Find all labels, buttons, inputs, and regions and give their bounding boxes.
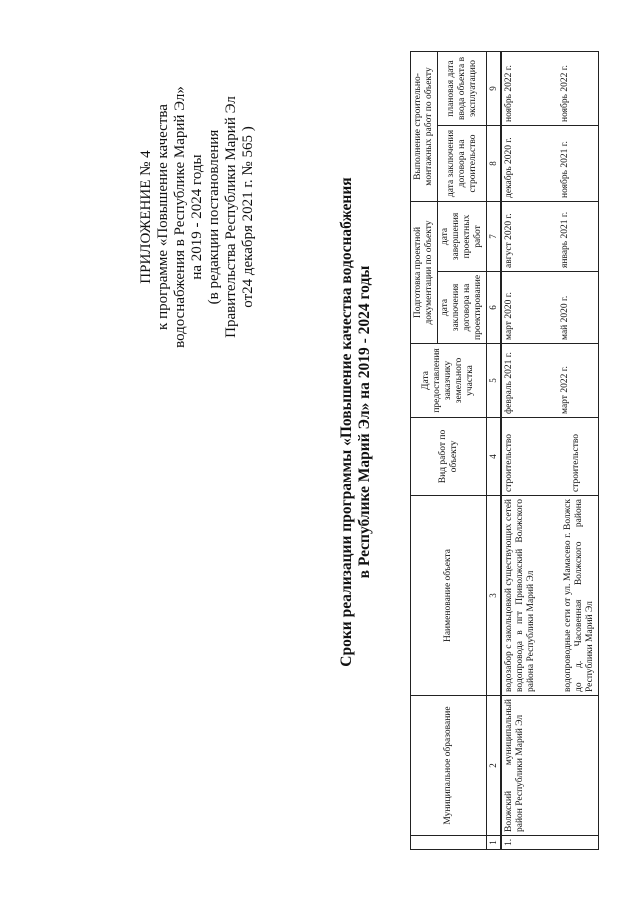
object-name: водопроводные сети от ул. Мамасево г. Волжск до д. Часовенная Волжского района Республики Марий Эл	[563, 499, 595, 692]
row-number: 1.	[501, 836, 599, 850]
column-number: 8	[487, 125, 502, 201]
column-number: 4	[487, 418, 502, 496]
column-number: 5	[487, 344, 502, 418]
row-commissioning	[501, 51, 599, 125]
appendix-line: Правительства Республики Марий Эл	[223, 96, 239, 338]
row-objects	[501, 496, 599, 696]
work-type: строительство	[504, 433, 514, 492]
title-line: в Республике Марий Эл» на 2019 - 2024 годы	[356, 265, 373, 579]
header-municipality: Муниципальное образование	[411, 696, 487, 836]
appendix-line: водоснабжения в Республике Марий Эл»	[172, 86, 188, 348]
schedule-table	[410, 51, 599, 850]
design-end-date: январь 2021 г.	[560, 211, 570, 268]
header-work-type: Вид работ по объекту	[411, 418, 487, 496]
appendix-line: к программе «Повышение качества	[155, 104, 171, 330]
header-land-date: Дата предоставления заказчику земельного участка	[411, 344, 487, 418]
header-construction-contract: дата заключения договора на строительство	[438, 125, 487, 201]
appendix-line: на 2019 - 2024 годы	[189, 154, 205, 280]
commissioning-date: ноябрь 2022 г.	[560, 65, 570, 122]
construction-contract-date: ноябрь 2021 г.	[560, 141, 570, 198]
title-line: Сроки реализации программы «Повышение качества водоснабжения	[338, 177, 355, 667]
column-number: 7	[487, 201, 502, 271]
column-number: 2	[487, 696, 502, 836]
header-commissioning: плановая дата ввода объекта в эксплуатацию	[438, 51, 487, 125]
row-design-end	[501, 201, 599, 271]
row-work-type	[501, 418, 599, 496]
header-construction-group: Выполнение строительно-монтажных работ по объекту	[411, 51, 438, 201]
appendix-header	[138, 52, 257, 382]
column-number: 3	[487, 496, 502, 696]
appendix-line: ПРИЛОЖЕНИЕ № 4	[138, 150, 154, 284]
construction-contract-date: декабрь 2020 г.	[504, 137, 514, 198]
table-row	[501, 51, 599, 849]
header-row	[411, 51, 438, 849]
row-municipality: Волжский муниципальный район Республики Марий Эл	[501, 696, 599, 836]
column-number: 6	[487, 272, 502, 344]
header-design-end: дата завершения проектных работ	[438, 201, 487, 271]
column-number-row	[487, 51, 502, 849]
land-date: март 2022 г.	[560, 366, 570, 414]
header-number	[411, 836, 487, 850]
header-design-group: Подготовка проектной документации по объекту	[411, 201, 438, 343]
header-object-name: Наименование объекта	[411, 496, 487, 696]
row-land-date	[501, 344, 599, 418]
column-number: 1	[487, 836, 502, 850]
column-number: 9	[487, 51, 502, 125]
design-end-date: август 2020 г.	[504, 213, 514, 268]
object-name: водозабор с закольцовкой существующих сетей водопровода в пгт Приволжский Волжского района Республики Марий Эл	[504, 499, 536, 692]
appendix-line: (в редакции постановления	[206, 129, 222, 305]
header-design-contract: дата заключения договора на проектирование	[438, 272, 487, 344]
land-date: февраль 2021 г.	[504, 352, 514, 414]
document-title	[338, 142, 374, 702]
row-design-contract	[501, 272, 599, 344]
commissioning-date: ноябрь 2022 г.	[504, 65, 514, 122]
appendix-line: от24 декабря 2021 г. № 565 )	[240, 126, 256, 308]
design-contract-date: май 2020 г.	[560, 295, 570, 340]
row-construction-contract	[501, 125, 599, 201]
work-type: строительство	[571, 433, 581, 492]
rotated-landscape-sheet	[110, 42, 640, 862]
design-contract-date: март 2020 г.	[504, 292, 514, 340]
